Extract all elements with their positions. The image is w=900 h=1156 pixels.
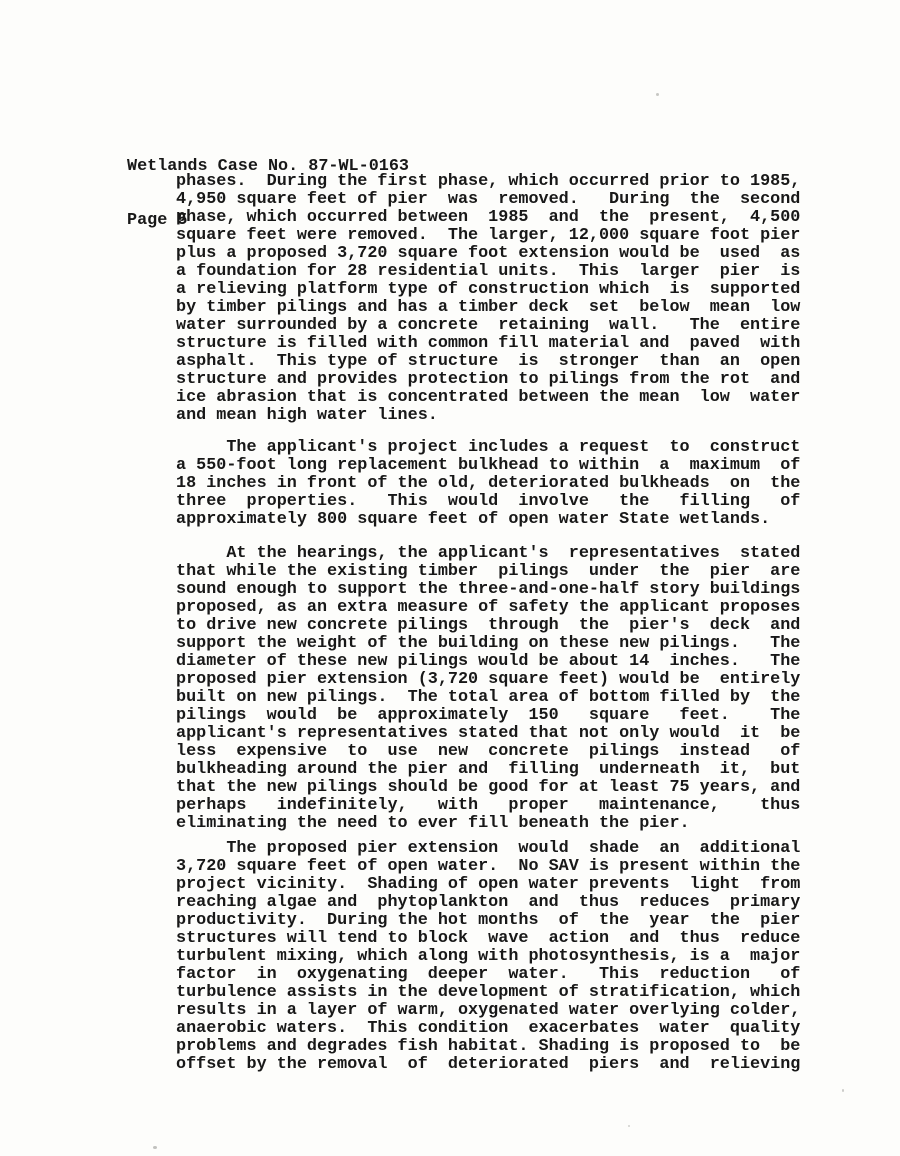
text-line: factor in oxygenating deeper water. This reduction of — [176, 965, 801, 984]
paragraph — [176, 840, 800, 1074]
text-line: plus a proposed 3,720 square foot extension would be used as — [176, 244, 801, 263]
paragraph — [176, 439, 800, 529]
text-line: turbulent mixing, which along with photosynthesis, is a major — [176, 947, 801, 966]
text-line: phases. During the first phase, which occurred prior to 1985, — [176, 172, 801, 191]
text-line: that the new pilings should be good for at least 75 years, and — [176, 778, 801, 797]
text-line: structure is filled with common fill material and paved with — [176, 334, 801, 353]
text-line: 3,720 square feet of open water. No SAV is present within the — [176, 857, 801, 876]
text-line: perhaps indefinitely, with proper maintenance, thus — [176, 796, 801, 815]
text-line: The applicant's project includes a request to construct — [176, 438, 801, 457]
text-line: a relieving platform type of construction which is supported — [176, 280, 801, 299]
text-line: 4,950 square feet of pier was removed. During the second — [176, 190, 801, 209]
text-line: problems and degrades fish habitat. Shading is proposed to be — [176, 1037, 801, 1056]
text-line: bulkheading around the pier and filling underneath it, but — [176, 760, 801, 779]
text-line: productivity. During the hot months of the year the pier — [176, 911, 801, 930]
text-line: The proposed pier extension would shade an additional — [176, 839, 801, 858]
paragraph — [176, 173, 800, 425]
text-line: offset by the removal of deteriorated piers and relieving — [176, 1055, 801, 1074]
text-line: support the weight of the building on these new pilings. The — [176, 634, 801, 653]
text-line: approximately 800 square feet of open water State wetlands. — [176, 510, 771, 529]
text-line: and mean high water lines. — [176, 406, 438, 425]
text-line: less expensive to use new concrete pilings instead of — [176, 742, 801, 761]
text-line: proposed pier extension (3,720 square feet) would be entirely — [176, 670, 801, 689]
paragraph — [176, 545, 800, 833]
text-line: turbulence assists in the development of stratification, which — [176, 983, 801, 1002]
text-line: proposed, as an extra measure of safety the applicant proposes — [176, 598, 801, 617]
text-line: applicant's representatives stated that not only would it be — [176, 724, 801, 743]
text-line: diameter of these new pilings would be about 14 inches. The — [176, 652, 801, 671]
text-line: anaerobic waters. This condition exacerbates water quality — [176, 1019, 801, 1038]
scan-speck — [842, 1089, 844, 1092]
text-line: sound enough to support the three-and-one-half story buildings — [176, 580, 801, 599]
text-line: asphalt. This type of structure is stronger than an open — [176, 352, 801, 371]
text-line: reaching algae and phytoplankton and thus reduces primary — [176, 893, 801, 912]
text-line: a foundation for 28 residential units. This larger pier is — [176, 262, 801, 281]
scan-speck — [628, 1125, 630, 1127]
text-line: built on new pilings. The total area of bottom filled by the — [176, 688, 801, 707]
page-number-line: Page 5 — [127, 211, 188, 230]
scan-speck — [656, 93, 659, 96]
text-line: structures will tend to block wave action and thus reduce — [176, 929, 801, 948]
text-line: At the hearings, the applicant's representatives stated — [176, 544, 801, 563]
text-line: that while the existing timber pilings under the pier are — [176, 562, 801, 581]
case-number-line: Wetlands Case No. 87-WL-0163 — [127, 157, 409, 176]
text-line: a 550-foot long replacement bulkhead to within a maximum of — [176, 456, 801, 475]
text-line: to drive new concrete pilings through the pier's deck and — [176, 616, 801, 635]
text-line: water surrounded by a concrete retaining wall. The entire — [176, 316, 801, 335]
text-line: ice abrasion that is concentrated between the mean low water — [176, 388, 801, 407]
text-line: eliminating the need to ever fill beneath the pier. — [176, 814, 690, 833]
scan-speck — [153, 1146, 157, 1149]
text-line: results in a layer of warm, oxygenated water overlying colder, — [176, 1001, 801, 1020]
text-line: three properties. This would involve the filling of — [176, 492, 801, 511]
text-line: phase, which occurred between 1985 and the present, 4,500 — [176, 208, 801, 227]
text-line: pilings would be approximately 150 square feet. The — [176, 706, 801, 725]
text-line: 18 inches in front of the old, deteriorated bulkheads on the — [176, 474, 801, 493]
text-line: project vicinity. Shading of open water prevents light from — [176, 875, 801, 894]
text-line: square feet were removed. The larger, 12,000 square foot pier — [176, 226, 801, 245]
text-line: by timber pilings and has a timber deck set below mean low — [176, 298, 801, 317]
text-line: structure and provides protection to pilings from the rot and — [176, 370, 801, 389]
